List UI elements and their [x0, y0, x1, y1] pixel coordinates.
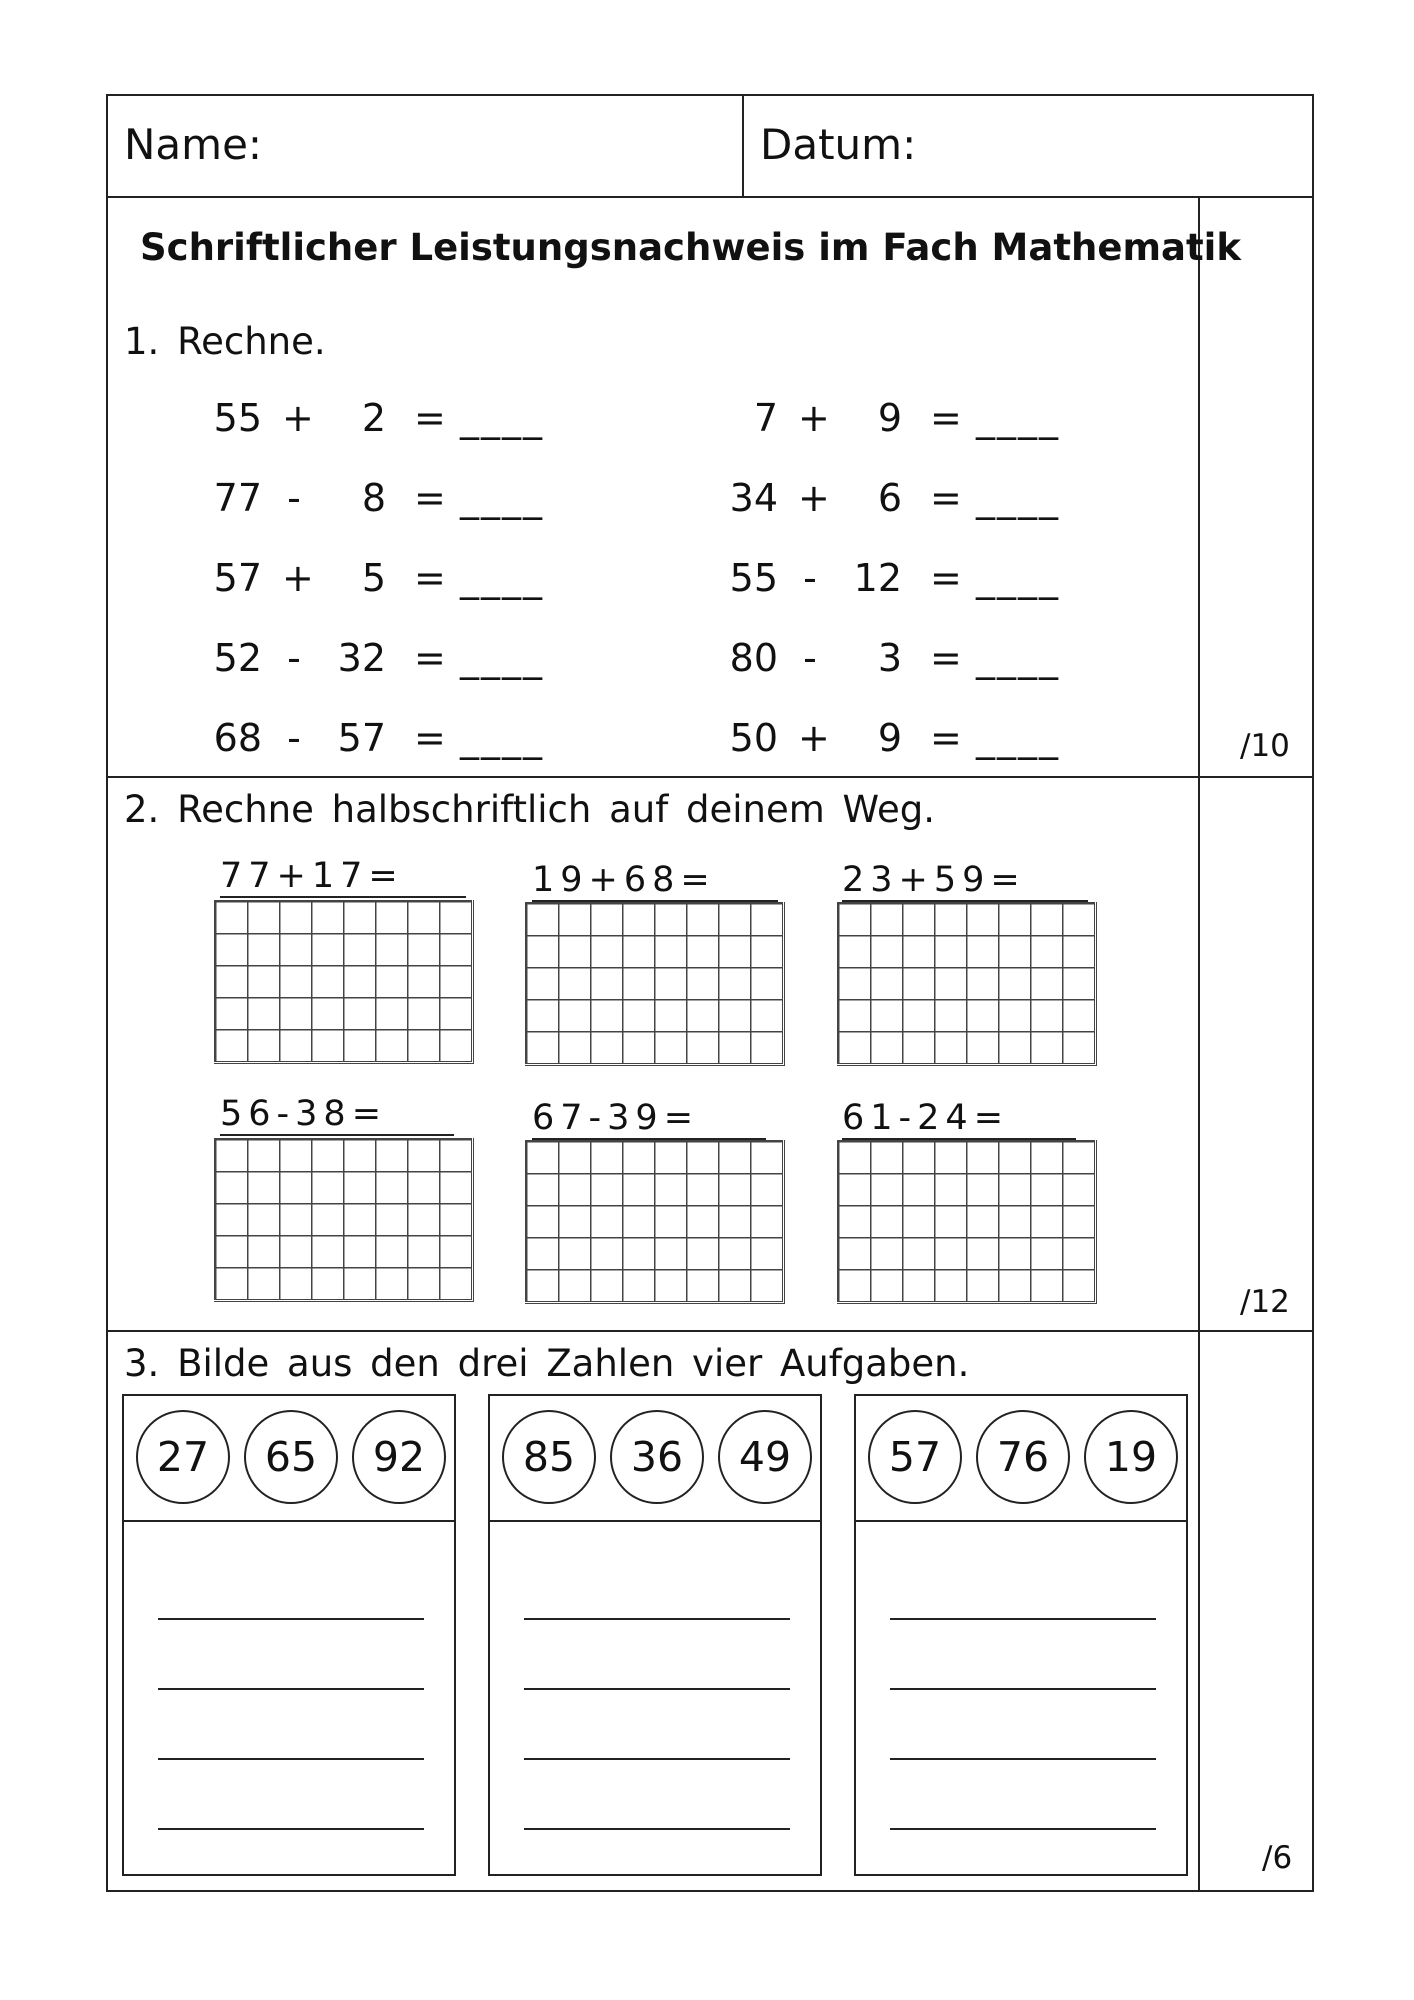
exercise-label: 19+68= [532, 860, 778, 902]
equation-operand: 55 [729, 556, 778, 600]
equation-operator: - [287, 716, 301, 760]
task1-instruction: 1. Rechne. [124, 320, 326, 363]
answer-line[interactable] [890, 1758, 1156, 1760]
exercise-label: 67-39= [532, 1098, 766, 1140]
exercise-label: 56-38= [220, 1094, 454, 1136]
name-date-divider [742, 94, 744, 196]
answer-line[interactable] [158, 1828, 424, 1830]
task3-score: /6 [1262, 1840, 1293, 1876]
number-circle: 19 [1084, 1410, 1178, 1504]
equation-operand: 34 [729, 476, 778, 520]
answer-blank[interactable]: ____ [976, 556, 1060, 600]
equation-operator: + [798, 396, 830, 440]
task1-score: /10 [1240, 728, 1290, 764]
equation-operand: 52 [213, 636, 262, 680]
equation-operator: + [282, 396, 314, 440]
name-label: Name: [124, 120, 263, 169]
number-box [854, 1394, 1188, 1876]
number-circle: 65 [244, 1410, 338, 1504]
exercise-label: 23+59= [842, 860, 1088, 902]
equation-operand: 7 [753, 396, 778, 440]
equation-operand: 55 [213, 396, 262, 440]
equation-equals: = [930, 396, 962, 440]
section-divider-1 [106, 776, 1314, 778]
number-circle: 49 [718, 1410, 812, 1504]
work-grid[interactable] [837, 1140, 1095, 1302]
answer-blank[interactable]: ____ [976, 476, 1060, 520]
date-label: Datum: [760, 120, 917, 169]
answer-line[interactable] [890, 1618, 1156, 1620]
number-circle: 85 [502, 1410, 596, 1504]
exercise-label: 61-24= [842, 1098, 1076, 1140]
equation-operand: 80 [729, 636, 778, 680]
answer-blank[interactable]: ____ [460, 716, 544, 760]
equation-equals: = [414, 716, 446, 760]
number-circle: 27 [136, 1410, 230, 1504]
equation-operand: 57 [213, 556, 262, 600]
exercise-label: 77+17= [220, 856, 466, 898]
equation-equals: = [414, 636, 446, 680]
number-circle: 76 [976, 1410, 1070, 1504]
answer-blank[interactable]: ____ [976, 716, 1060, 760]
equation-operand: 57 [337, 716, 386, 760]
answer-line[interactable] [524, 1688, 790, 1690]
equation-operator: - [287, 636, 301, 680]
equation-operator: + [282, 556, 314, 600]
equation-operand: 9 [877, 716, 902, 760]
answer-blank[interactable]: ____ [976, 396, 1060, 440]
equation-operator: - [803, 556, 817, 600]
answer-blank[interactable]: ____ [460, 476, 544, 520]
number-box [122, 1394, 456, 1876]
task2-score: /12 [1240, 1284, 1290, 1320]
equation-operand: 6 [877, 476, 902, 520]
answer-line[interactable] [524, 1618, 790, 1620]
number-circle: 92 [352, 1410, 446, 1504]
equation-equals: = [414, 476, 446, 520]
equation-operator: + [798, 716, 830, 760]
box-divider [124, 1520, 454, 1522]
answer-line[interactable] [158, 1688, 424, 1690]
equation-operand: 12 [853, 556, 902, 600]
equation-equals: = [930, 636, 962, 680]
equation-operator: + [798, 476, 830, 520]
equation-equals: = [930, 556, 962, 600]
answer-line[interactable] [890, 1688, 1156, 1690]
work-grid[interactable] [525, 1140, 783, 1302]
equation-operand: 32 [337, 636, 386, 680]
work-grid[interactable] [214, 1138, 472, 1300]
header-divider [106, 196, 1314, 198]
answer-line[interactable] [524, 1758, 790, 1760]
equation-operator: - [803, 636, 817, 680]
equation-operand: 68 [213, 716, 262, 760]
equation-operand: 3 [877, 636, 902, 680]
equation-operand: 50 [729, 716, 778, 760]
equation-operand: 2 [361, 396, 386, 440]
section-divider-2 [106, 1330, 1314, 1332]
equation-equals: = [930, 716, 962, 760]
equation-equals: = [930, 476, 962, 520]
equation-operand: 5 [361, 556, 386, 600]
equation-operand: 8 [361, 476, 386, 520]
box-divider [856, 1520, 1186, 1522]
answer-line[interactable] [890, 1828, 1156, 1830]
equation-operand: 77 [213, 476, 262, 520]
answer-blank[interactable]: ____ [460, 396, 544, 440]
answer-line[interactable] [158, 1618, 424, 1620]
equation-operator: - [287, 476, 301, 520]
work-grid[interactable] [837, 902, 1095, 1064]
answer-blank[interactable]: ____ [976, 636, 1060, 680]
answer-line[interactable] [158, 1758, 424, 1760]
task2-instruction: 2. Rechne halbschriftlich auf deinem Weg. [124, 788, 935, 831]
number-circle: 57 [868, 1410, 962, 1504]
equation-equals: = [414, 396, 446, 440]
answer-blank[interactable]: ____ [460, 636, 544, 680]
number-circle: 36 [610, 1410, 704, 1504]
equation-operand: 9 [877, 396, 902, 440]
task3-instruction: 3. Bilde aus den drei Zahlen vier Aufgaben. [124, 1342, 970, 1385]
box-divider [490, 1520, 820, 1522]
number-box [488, 1394, 822, 1876]
work-grid[interactable] [214, 900, 472, 1062]
equation-equals: = [414, 556, 446, 600]
score-column-divider [1198, 196, 1200, 1892]
answer-blank[interactable]: ____ [460, 556, 544, 600]
answer-line[interactable] [524, 1828, 790, 1830]
work-grid[interactable] [525, 902, 783, 1064]
page-title: Schriftlicher Leistungsnachweis im Fach Mathematik [140, 226, 1241, 269]
